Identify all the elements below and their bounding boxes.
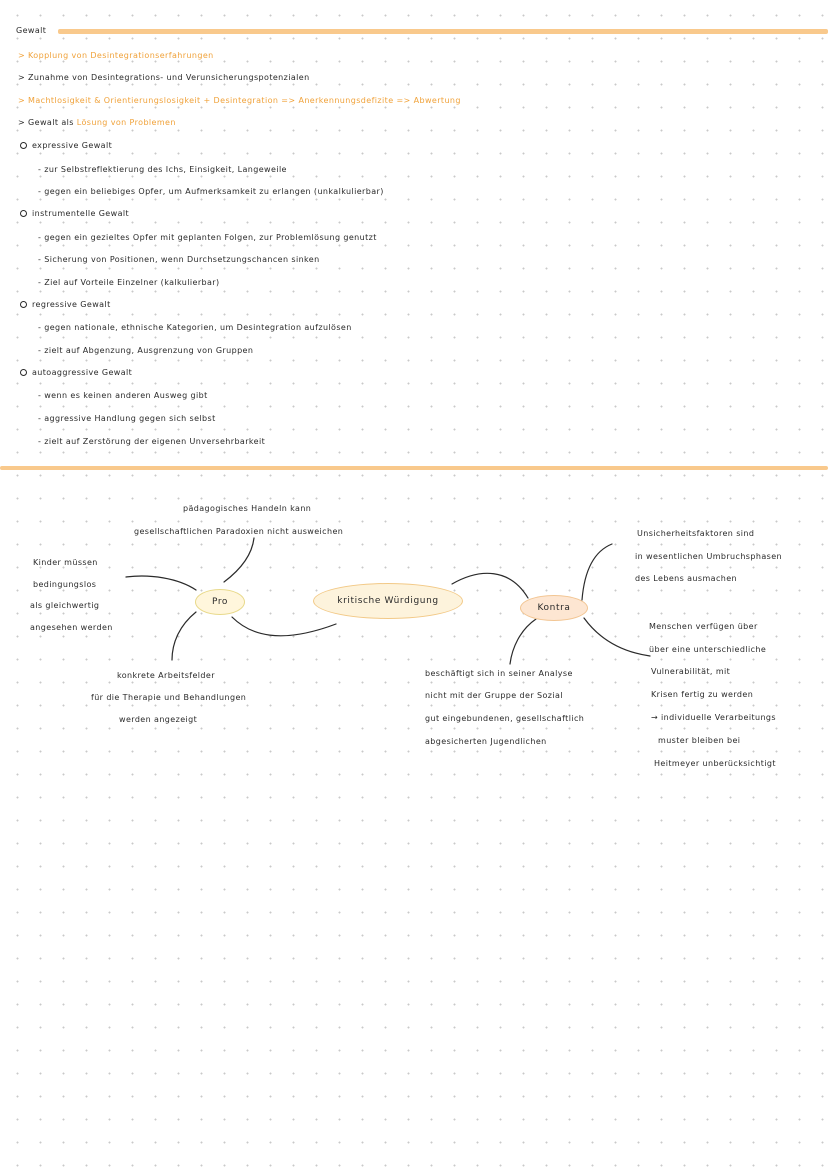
kontra-node: Kontra bbox=[520, 595, 588, 621]
instrumental-item: - Ziel auf Vorteile Einzelner (kalkulierbar) bbox=[38, 278, 220, 287]
kontra-right-line: muster bleiben bei bbox=[658, 736, 741, 745]
connector-kontra-right bbox=[584, 618, 650, 656]
autoaggressive-item: - aggressive Handlung gegen sich selbst bbox=[38, 414, 216, 423]
connector-pro-top bbox=[224, 538, 254, 582]
pro-left-line: bedingungslos bbox=[33, 580, 97, 589]
point-increase: > Zunahme von Desintegrations- und Verunsicherungspotenzialen bbox=[18, 73, 310, 82]
pro-top-line: gesellschaftlichen Paradoxien nicht ausweichen bbox=[134, 527, 344, 536]
autoaggressive-item: - zielt auf Zerstörung der eigenen Unversehrbarkeit bbox=[38, 437, 266, 446]
pro-bottom-line: für die Therapie und Behandlungen bbox=[91, 693, 247, 702]
kontra-topright-line: des Lebens ausmachen bbox=[635, 574, 738, 583]
regressive-heading-text: regressive Gewalt bbox=[32, 300, 111, 309]
pro-bottom-line: konkrete Arbeitsfelder bbox=[117, 671, 215, 680]
pro-bottom-line: werden angezeigt bbox=[119, 715, 198, 724]
regressive-item: - zielt auf Abgenzung, Ausgrenzung von Gruppen bbox=[38, 346, 254, 355]
pro-node: Pro bbox=[195, 589, 245, 615]
point-coupling: > Kopplung von Desintegrationserfahrungen bbox=[18, 51, 214, 60]
expressive-item: - gegen ein beliebiges Opfer, um Aufmerksamkeit zu erlangen (unkalkulierbar) bbox=[38, 187, 384, 196]
page-title: Gewalt bbox=[16, 26, 47, 35]
connector-center-kontra bbox=[452, 573, 528, 598]
connector-pro-center bbox=[232, 617, 336, 636]
kontra-right-line: Heitmeyer unberücksichtigt bbox=[654, 759, 776, 768]
point-violence-prefix: > Gewalt als bbox=[18, 118, 74, 127]
autoaggressive-heading-text: autoaggressive Gewalt bbox=[32, 368, 133, 377]
kontra-right-line: → individuelle Verarbeitungs bbox=[651, 713, 776, 722]
kontra-bottom-line: abgesicherten Jugendlichen bbox=[425, 737, 547, 746]
regressive-item: - gegen nationale, ethnische Kategorien, um Desintegration aufzulösen bbox=[38, 323, 352, 332]
connector-pro-left bbox=[126, 576, 196, 590]
instrumental-item: - Sicherung von Positionen, wenn Durchsetzungschancen sinken bbox=[38, 255, 320, 264]
pro-left-line: angesehen werden bbox=[30, 623, 113, 632]
kontra-right-line: über eine unterschiedliche bbox=[649, 645, 767, 654]
kontra-right-line: Menschen verfügen über bbox=[649, 622, 758, 631]
kontra-bottom-line: gut eingebundenen, gesellschaftlich bbox=[425, 714, 585, 723]
pro-left-line: als gleichwertig bbox=[30, 601, 100, 610]
point-violence-highlight: Lösung von Problemen bbox=[76, 118, 176, 127]
kontra-right-line: Krisen fertig zu werden bbox=[651, 690, 754, 699]
connector-kontra-top bbox=[582, 544, 612, 600]
expressive-heading-text: expressive Gewalt bbox=[32, 141, 113, 150]
instrumental-heading-text: instrumentelle Gewalt bbox=[32, 209, 130, 218]
kontra-topright-line: in wesentlichen Umbruchsphasen bbox=[635, 552, 782, 561]
center-node: kritische Würdigung bbox=[313, 583, 463, 619]
connector-kontra-bottom bbox=[510, 619, 536, 664]
expressive-item: - zur Selbstreflektierung des Ichs, Einsigkeit, Langeweile bbox=[38, 165, 287, 174]
connector-pro-bottom bbox=[172, 612, 196, 660]
pro-left-line: Kinder müssen bbox=[33, 558, 98, 567]
kontra-right-line: Vulnerabilität, mit bbox=[651, 667, 731, 676]
point-powerlessness: > Machtlosigkeit & Orientierungslosigkeit + Desintegration => Anerkennungsdefizite => Abwertung bbox=[18, 96, 461, 105]
kontra-bottom-line: nicht mit der Gruppe der Sozial bbox=[425, 691, 563, 700]
instrumental-item: - gegen ein gezieltes Opfer mit geplanten Folgen, zur Problemlösung genutzt bbox=[38, 233, 377, 242]
kontra-topright-line: Unsicherheitsfaktoren sind bbox=[637, 529, 755, 538]
kontra-bottom-line: beschäftigt sich in seiner Analyse bbox=[425, 669, 573, 678]
pro-top-line: pädagogisches Handeln kann bbox=[183, 504, 312, 513]
autoaggressive-item: - wenn es keinen anderen Ausweg gibt bbox=[38, 391, 208, 400]
